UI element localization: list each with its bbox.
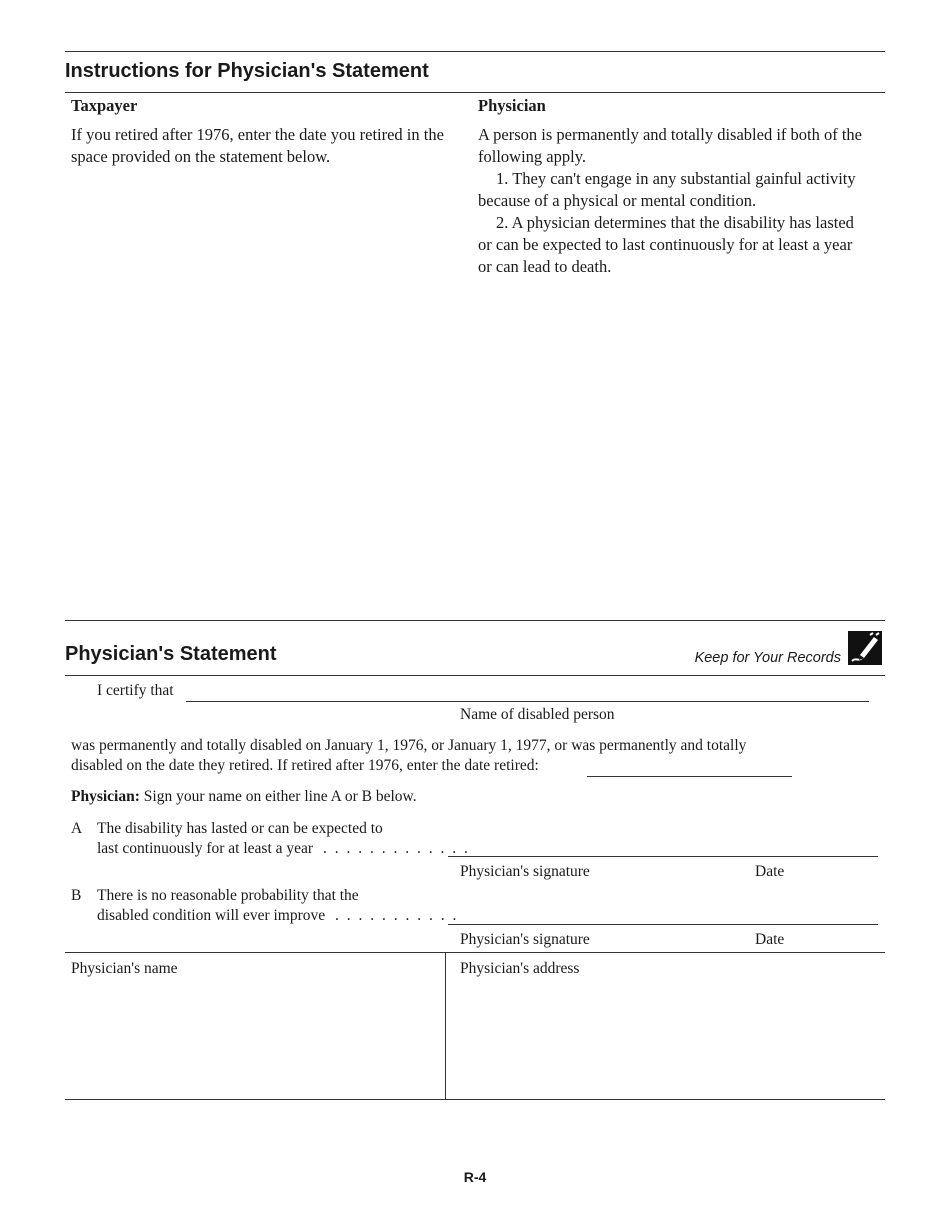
physician-intro: A person is permanently and totally disabled if both of the following apply. xyxy=(478,125,863,166)
instructions-title: Instructions for Physician's Statement xyxy=(65,60,429,82)
line-a-leader-dots: . . . . . . . . . . . . . xyxy=(322,840,470,857)
statement-top-rule xyxy=(65,620,885,621)
top-rule xyxy=(65,51,885,52)
line-a-text-2-label: last continuously for at least a year xyxy=(97,840,314,857)
physician-column xyxy=(478,95,870,278)
physician-name-label: Physician's name xyxy=(71,960,178,977)
line-b-text-2-label: disabled condition will ever improve xyxy=(97,907,326,924)
taxpayer-text: If you retired after 1976, enter the date you retired in the space provided on the statement below. xyxy=(71,125,444,166)
physician-item-2: 2. A physician determines that the disability has lasted or can be expected to last continuously for at least a year or can lead to death. xyxy=(478,213,854,276)
pen-writing-icon xyxy=(848,631,882,665)
line-b-date-caption: Date xyxy=(755,931,785,948)
disabled-text-line-1: was permanently and totally disabled on January 1, 1976, or January 1, 1977, or was permanently and totally xyxy=(71,737,747,754)
line-a-date-caption: Date xyxy=(755,863,785,880)
line-a-text-2 xyxy=(97,839,470,859)
physician-instruction xyxy=(71,787,417,807)
physician-name-box[interactable] xyxy=(65,953,444,1098)
page-number: R-4 xyxy=(463,1169,487,1185)
physician-address-label: Physician's address xyxy=(460,960,580,977)
line-a-signature-field[interactable] xyxy=(448,856,878,857)
line-a-letter: A xyxy=(71,820,83,837)
line-b-text-2 xyxy=(97,906,458,926)
taxpayer-heading: Taxpayer xyxy=(71,96,138,115)
physician-instruction-label: Physician: xyxy=(71,788,140,805)
keep-records-label: Keep for Your Records xyxy=(694,650,841,666)
name-caption: Name of disabled person xyxy=(460,706,615,723)
disabled-text-line-2: disabled on the date they retired. If retired after 1976, enter the date retired: xyxy=(71,757,539,774)
statement-title-rule xyxy=(65,675,885,676)
disabled-person-name-field[interactable] xyxy=(186,701,869,702)
line-b-signature-field[interactable] xyxy=(448,924,878,925)
date-retired-field[interactable] xyxy=(587,776,792,777)
line-b-letter: B xyxy=(71,887,82,904)
line-a-signature-caption: Physician's signature xyxy=(460,863,590,880)
physician-address-box[interactable] xyxy=(446,953,884,1098)
line-a-text-1: The disability has lasted or can be expected to xyxy=(97,820,383,837)
line-b-signature-caption: Physician's signature xyxy=(460,931,590,948)
certify-label: I certify that xyxy=(97,682,174,699)
line-b-text-1: There is no reasonable probability that the xyxy=(97,887,359,904)
taxpayer-column xyxy=(71,95,467,168)
line-b-leader-dots: . . . . . . . . . . . xyxy=(335,907,459,924)
boxes-bottom-rule xyxy=(65,1099,885,1100)
statement-title: Physician's Statement xyxy=(65,643,277,665)
physician-item-1: 1. They can't engage in any substantial gainful activity because of a physical or mental condition. xyxy=(478,169,856,210)
physician-instruction-text: Sign your name on either line A or B below. xyxy=(143,788,417,805)
instructions-title-rule xyxy=(65,92,885,93)
physician-heading: Physician xyxy=(478,96,546,115)
